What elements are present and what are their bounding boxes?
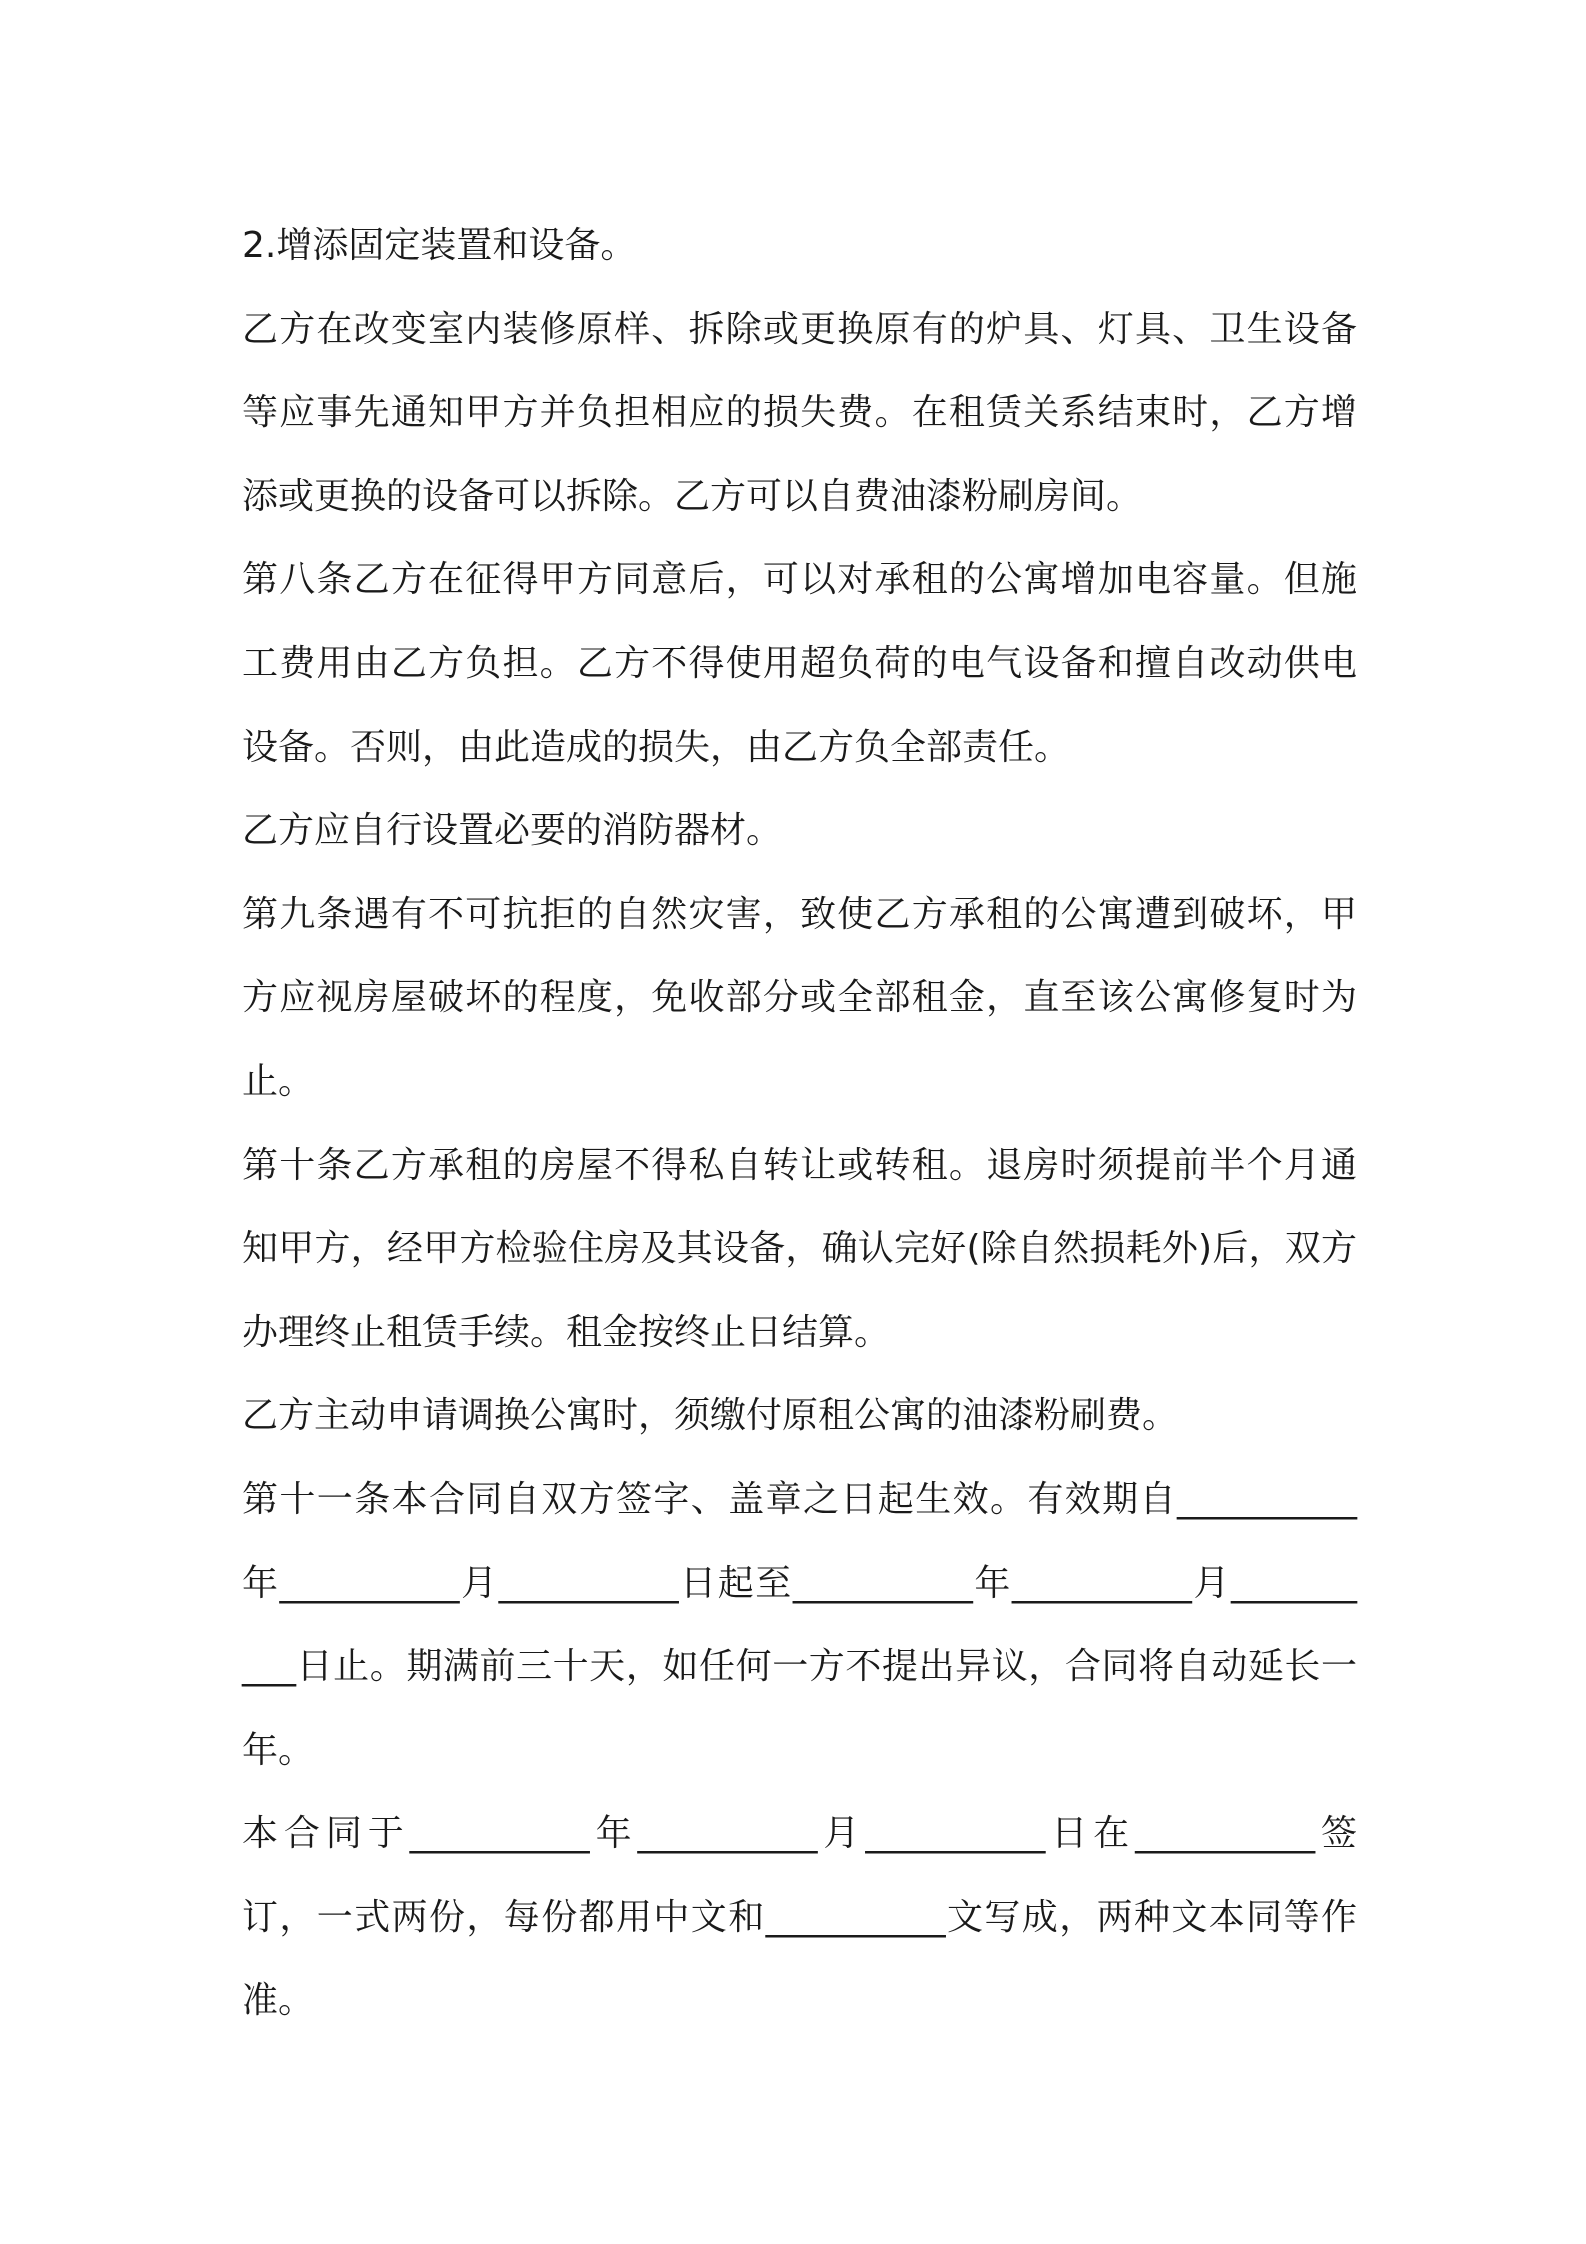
- clause-9-text: 第九条遇有不可抗拒的自然灾害，致使乙方承租的公寓遭到破坏，甲方应视房屋破坏的程度，免收部分或全部租金，直至该公寓修复时为止。: [242, 893, 1357, 1102]
- signing-text: 本合同于__________年__________月__________日在__________签订，一式两份，每份都用中文和__________文写成，两种文本同等作准。: [242, 1813, 1357, 2022]
- clause-10-text: 第十条乙方承租的房屋不得私自转让或转租。退房时须提前半个月通知甲方，经甲方检验住房及其设备，确认完好(除自然损耗外)后，双方办理终止租赁手续。租金按终止日结算。: [242, 1144, 1357, 1353]
- clause-11-text: 第十一条本合同自双方签字、盖章之日起生效。有效期自__________年__________月__________日起至__________年__________月__________日止。期满前三十天，如任何一方不提出异议，合同将自动延长一年。: [242, 1478, 1358, 1771]
- clause-8-text: 第八条乙方在征得甲方同意后，可以对承租的公寓增加电容量。但施工费用由乙方负担。乙方不得使用超负荷的电气设备和擅自改动供电设备。否则，由此造成的损失，由乙方负全部责任。: [242, 559, 1357, 768]
- document-body: [242, 204, 1357, 2043]
- clause-fixtures-text: 乙方在改变室内装修原样、拆除或更换原有的炉具、灯具、卫生设备等应事先通知甲方并负担相应的损失费。在租赁关系结束时，乙方增添或更换的设备可以拆除。乙方可以自费油漆粉刷房间。: [242, 308, 1357, 517]
- apartment-exchange-text: 乙方主动申请调换公寓时，须缴付原租公寓的油漆粉刷费。: [242, 1395, 1179, 1437]
- fire-equipment-text: 乙方应自行设置必要的消防器材。: [242, 810, 783, 852]
- clause-fixtures-heading: 2.增添固定装置和设备。: [242, 225, 637, 266]
